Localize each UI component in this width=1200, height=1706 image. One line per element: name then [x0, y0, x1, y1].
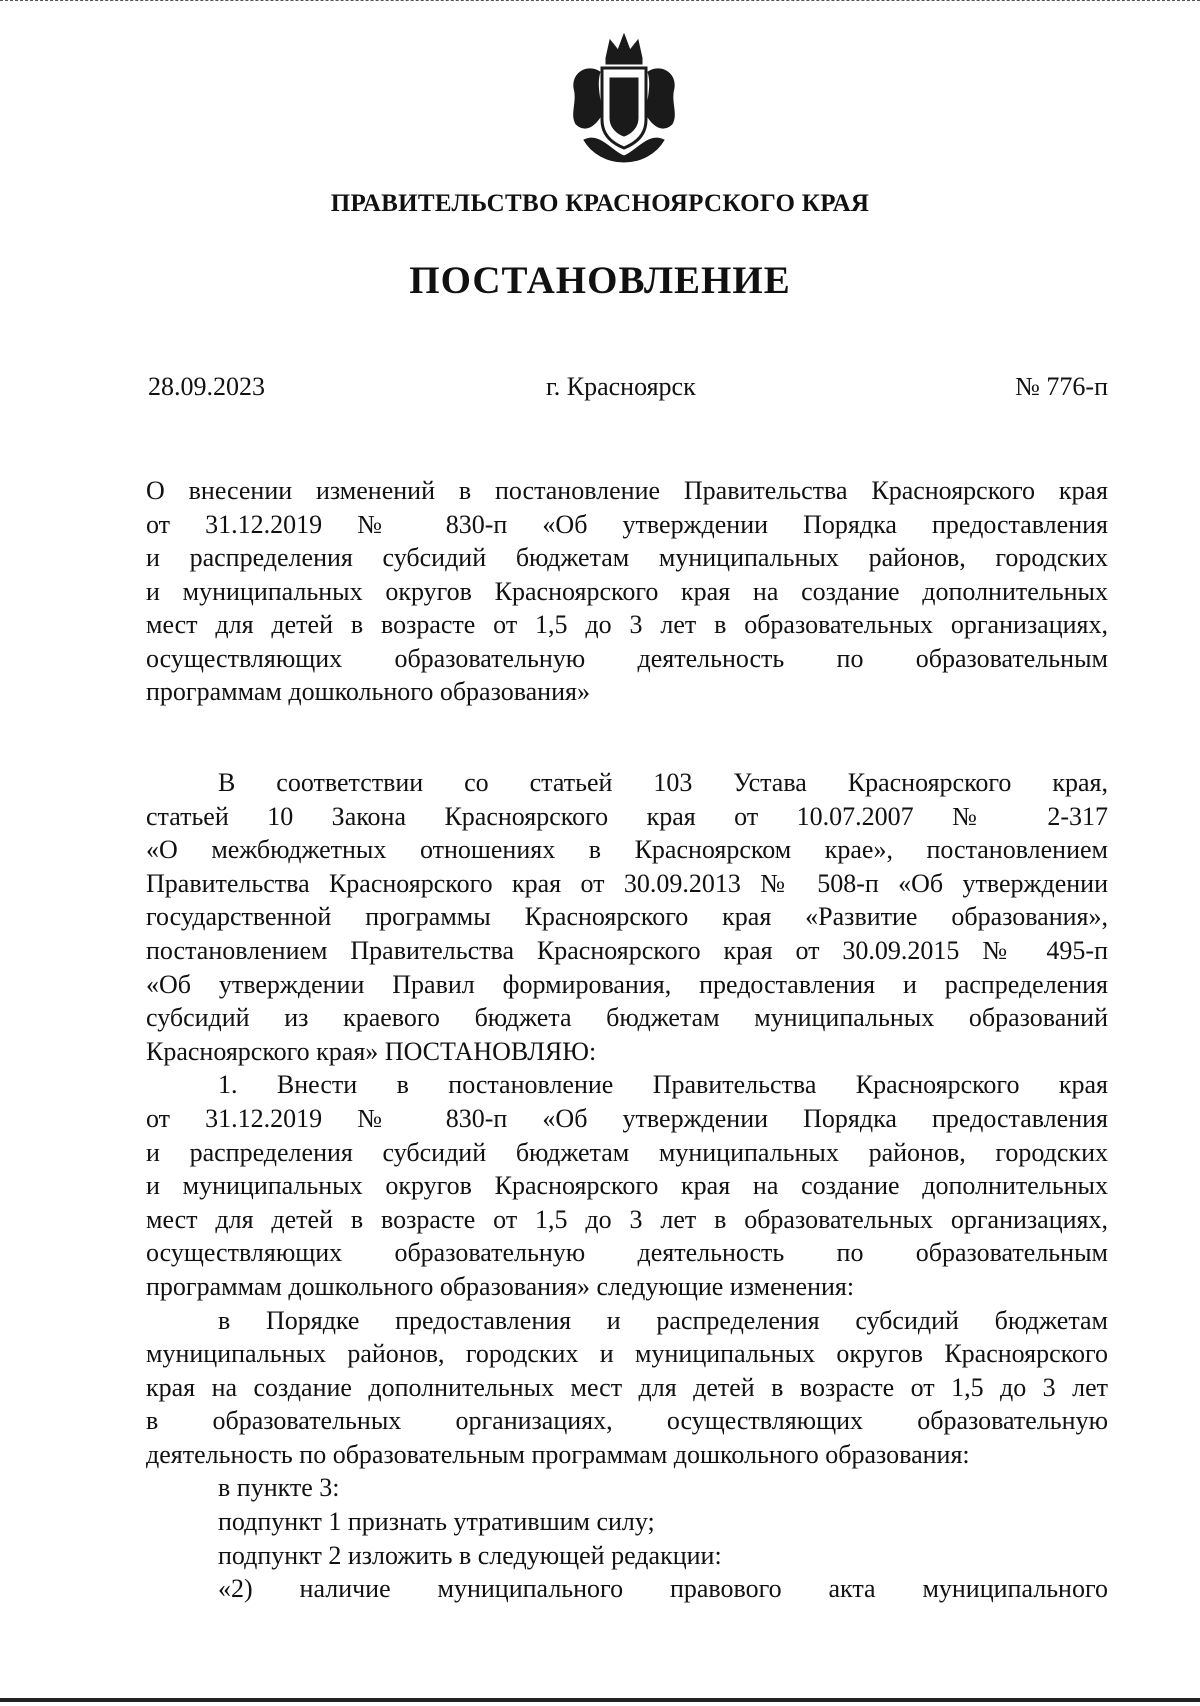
body-line: В соответствии со статьей 103 Устава Красноярского края, [218, 768, 1108, 797]
body-line: в пункте 3: [218, 1473, 340, 1503]
body-line: мест для детей в возрасте от 1,5 до 3 лет в образовательных организациях, [146, 1204, 1108, 1234]
body-line: 1. Внести в постановление Правительства Красноярского края [218, 1070, 1108, 1100]
body-line: в образовательных организациях, осуществляющих образовательную [146, 1406, 1108, 1436]
body-line: края на создание дополнительных мест для детей в возрасте от 1,5 до 3 лет [146, 1372, 1108, 1402]
body-line: от 31.12.2019 № 830-п «Об утверждении Порядка предоставления [146, 1103, 1108, 1133]
body-line: осуществляющих образовательную деятельность по образовательным [146, 1238, 1108, 1268]
subject-line: О внесении изменений в постановление Правительства Красноярского края [146, 476, 1108, 505]
subject-line: осуществляющих образовательную деятельность по образовательным [146, 643, 1108, 673]
scan-top-edge [0, 0, 1200, 4]
body-line: подпункт 1 признать утратившим силу; [218, 1507, 655, 1537]
document-body [146, 766, 1108, 1606]
document-number: № 776-п [1015, 372, 1108, 401]
body-line: субсидий из краевого бюджета бюджетам муниципальных образований [146, 1003, 1108, 1033]
body-line: деятельность по образовательным программам дошкольного образования: [146, 1439, 970, 1469]
body-line: программам дошкольного образования» следующие изменения: [146, 1271, 855, 1301]
organization-title: ПРАВИТЕЛЬСТВО КРАСНОЯРСКОГО КРАЯ [330, 190, 870, 217]
subject-line: программам дошкольного образования» [146, 677, 590, 706]
body-line: государственной программы Красноярского края «Развитие образования», [146, 902, 1108, 932]
scan-bottom-edge [0, 1698, 1200, 1702]
document-city: г. Красноярск [546, 372, 696, 401]
document-type-title: ПОСТАНОВЛЕНИЕ [409, 259, 791, 302]
coat-of-arms-emblem [566, 28, 682, 168]
body-line: Красноярского края» ПОСТАНОВЛЯЮ: [146, 1036, 597, 1066]
body-line: и распределения субсидий бюджетам муниципальных районов, городских [146, 1137, 1108, 1167]
body-line: «Об утверждении Правил формирования, предоставления и распределения [146, 969, 1108, 999]
body-line: подпункт 2 изложить в следующей редакции: [218, 1540, 722, 1570]
document-subject [146, 474, 1108, 709]
body-line: статьей 10 Закона Красноярского края от 10.07.2007 № 2-317 [146, 801, 1108, 831]
body-line: в Порядке предоставления и распределения субсидий бюджетам [218, 1305, 1108, 1335]
subject-line: и муниципальных округов Красноярского края на создание дополнительных [146, 576, 1108, 606]
body-line: постановлением Правительства Красноярского края от 30.09.2015 № 495-п [146, 935, 1108, 965]
body-line: Правительства Красноярского края от 30.09.2013 № 508-п «Об утверждении [146, 868, 1108, 898]
body-line: муниципальных районов, городских и муниципальных округов Красноярского [146, 1339, 1108, 1369]
subject-line: мест для детей в возрасте от 1,5 до 3 лет в образовательных организациях, [146, 610, 1108, 639]
subject-line: от 31.12.2019 № 830-п «Об утверждении Порядка предоставления [146, 509, 1108, 539]
subject-line: и распределения субсидий бюджетам муниципальных районов, городских [146, 543, 1108, 572]
body-line: и муниципальных округов Красноярского края на создание дополнительных [146, 1171, 1108, 1201]
body-line: «2) наличие муниципального правового акта муниципального [218, 1574, 1108, 1604]
body-line: «О межбюджетных отношениях в Красноярском крае», постановлением [146, 835, 1108, 865]
document-date: 28.09.2023 [148, 372, 265, 401]
